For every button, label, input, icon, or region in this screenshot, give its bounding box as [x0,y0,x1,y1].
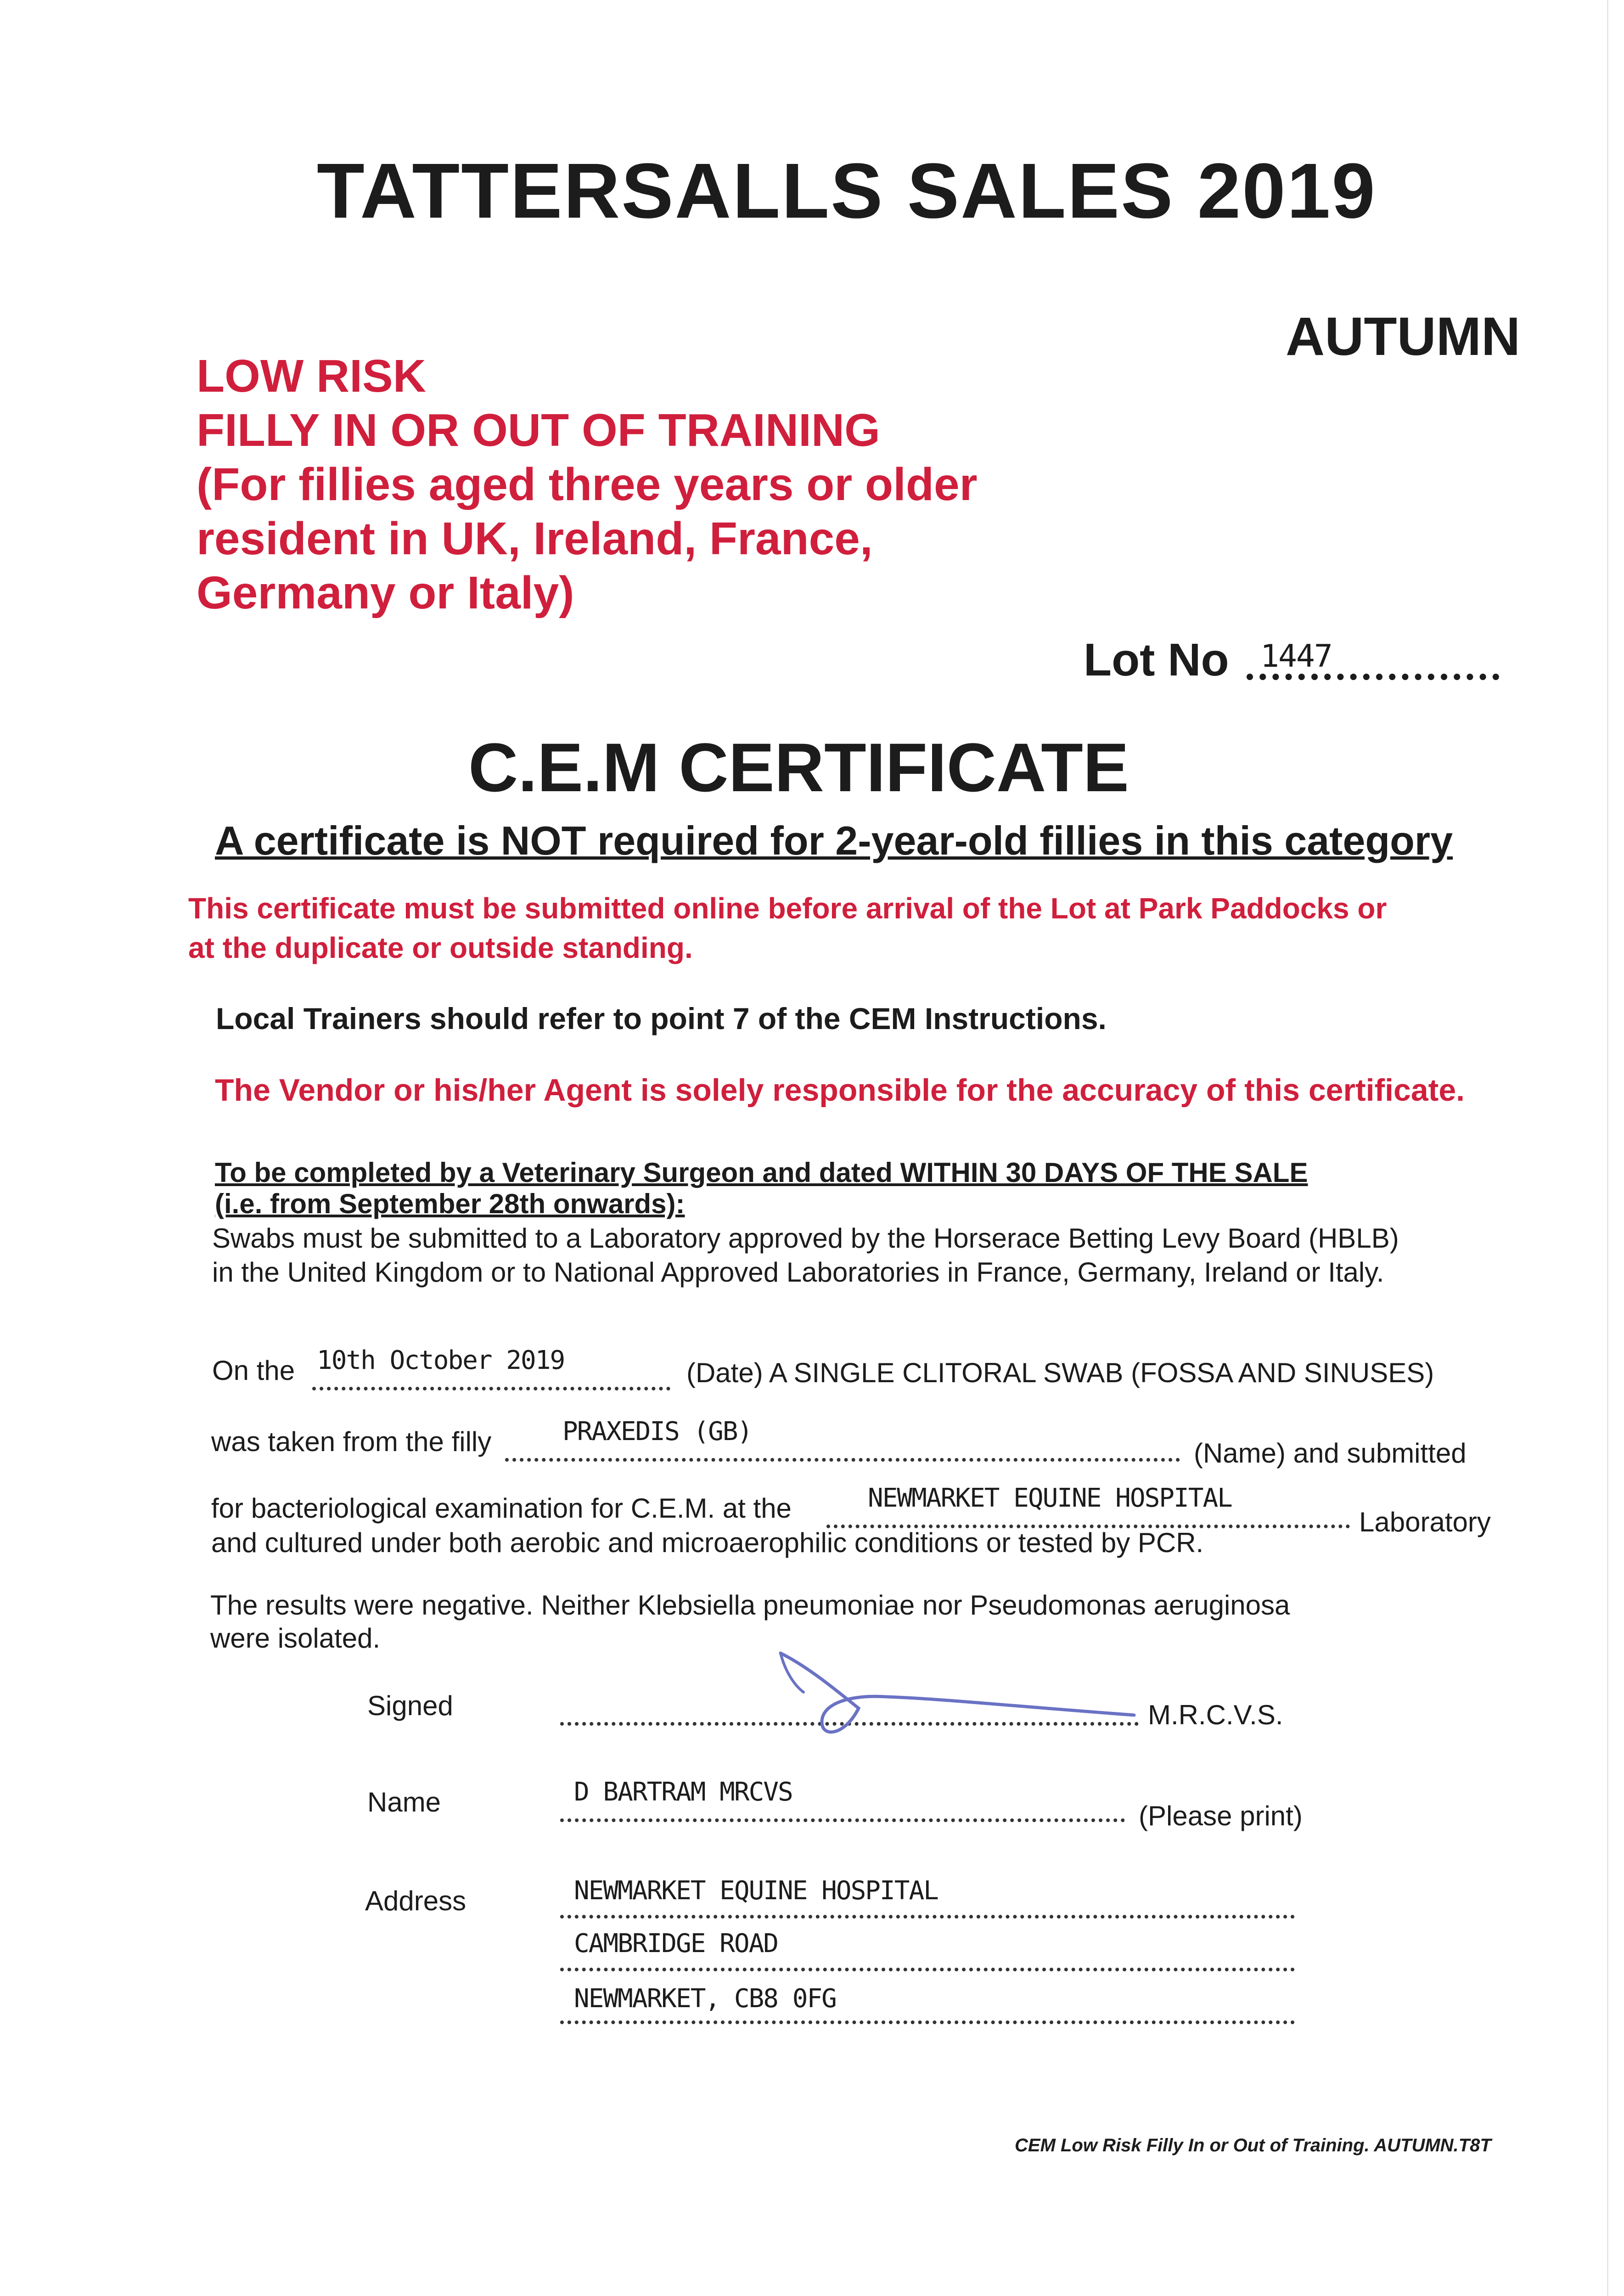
filly-name-value: PRAXEDIS (GB) [562,1417,752,1446]
please-print-note: (Please print) [1139,1801,1303,1831]
laboratory-prefix: for bacteriological examination for C.E.M. at the [211,1493,792,1524]
lot-number-value: 1447 [1260,638,1332,675]
address-line: NEWMARKET EQUINE HOSPITAL [574,1876,938,1906]
results-line: were isolated. [210,1623,381,1654]
vet-name-field[interactable] [560,1818,1125,1822]
category-line: resident in UK, Ireland, France, [197,513,873,564]
filly-name-suffix: (Name) and submitted [1194,1438,1467,1469]
address-field-line-1[interactable] [560,1915,1295,1919]
completion-instructions-heading [215,1157,1308,1220]
filly-name-field[interactable] [505,1458,1180,1462]
address-line: NEWMARKET, CB8 0FG [574,1984,836,2014]
heading-line: (i.e. from September 28th onwards): [215,1188,685,1219]
date-field[interactable] [312,1387,670,1390]
certificate-title: C.E.M CERTIFICATE [468,729,1129,806]
address-label: Address [365,1885,466,1916]
submission-note-line: at the duplicate or outside standing. [188,931,693,964]
signed-label: Signed [367,1690,453,1721]
vet-name-value: D BARTRAM MRCVS [574,1777,792,1807]
swab-line: in the United Kingdom or to National Approved Laboratories in France, Germany, Ireland or Italy. [212,1257,1384,1288]
address-field-line-2[interactable] [560,1968,1295,1971]
culture-method-text: and cultured under both aerobic and microaerophilic conditions or tested by PCR. [211,1527,1204,1558]
category-line: (For fillies aged three years or older [197,459,978,510]
category-block [197,349,978,620]
address-line: CAMBRIDGE ROAD [574,1929,778,1958]
page-edge-shadow [1607,0,1608,2296]
swab-instructions [212,1221,1399,1289]
form-reference-footer: CEM Low Risk Filly In or Out of Training. AUTUMN.T8T [1015,2135,1491,2155]
category-line: FILLY IN OR OUT OF TRAINING [197,405,880,456]
date-prefix: On the [212,1355,295,1386]
handwritten-signature [753,1639,1166,1754]
address-field-line-3[interactable] [560,2020,1295,2024]
laboratory-suffix: Laboratory [1359,1507,1491,1537]
sale-season: AUTUMN [1286,306,1521,367]
category-line: LOW RISK [197,350,426,402]
date-value: 10th October 2019 [317,1345,565,1375]
vendor-responsibility-note: The Vendor or his/her Agent is solely responsible for the accuracy of this certificate. [215,1073,1465,1108]
document-title: TATTERSALLS SALES 2019 [317,147,1377,235]
mrcvs-suffix: M.R.C.V.S. [1148,1699,1283,1730]
not-required-note: A certificate is NOT required for 2-year-old fillies in this category [215,818,1453,863]
vet-name-label: Name [367,1787,441,1818]
local-trainers-note: Local Trainers should refer to point 7 of the CEM Instructions. [216,1002,1107,1035]
date-suffix: (Date) A SINGLE CLITORAL SWAB (FOSSA AND SINUSES) [686,1357,1434,1388]
swab-line: Swabs must be submitted to a Laboratory approved by the Horserace Betting Levy Board (HBLB) [212,1223,1399,1254]
laboratory-value: NEWMARKET EQUINE HOSPITAL [868,1483,1232,1513]
submission-note [188,889,1387,968]
filly-name-prefix: was taken from the filly [211,1426,492,1457]
lot-number-label: Lot No [1084,634,1229,686]
heading-line: To be completed by a Veterinary Surgeon and dated WITHIN 30 DAYS OF THE SALE [215,1157,1308,1188]
results-line: The results were negative. Neither Klebsiella pneumoniae nor Pseudomonas aeruginosa [210,1590,1290,1621]
category-line: Germany or Italy) [197,567,574,619]
submission-note-line: This certificate must be submitted online before arrival of the Lot at Park Paddocks or [188,892,1387,925]
